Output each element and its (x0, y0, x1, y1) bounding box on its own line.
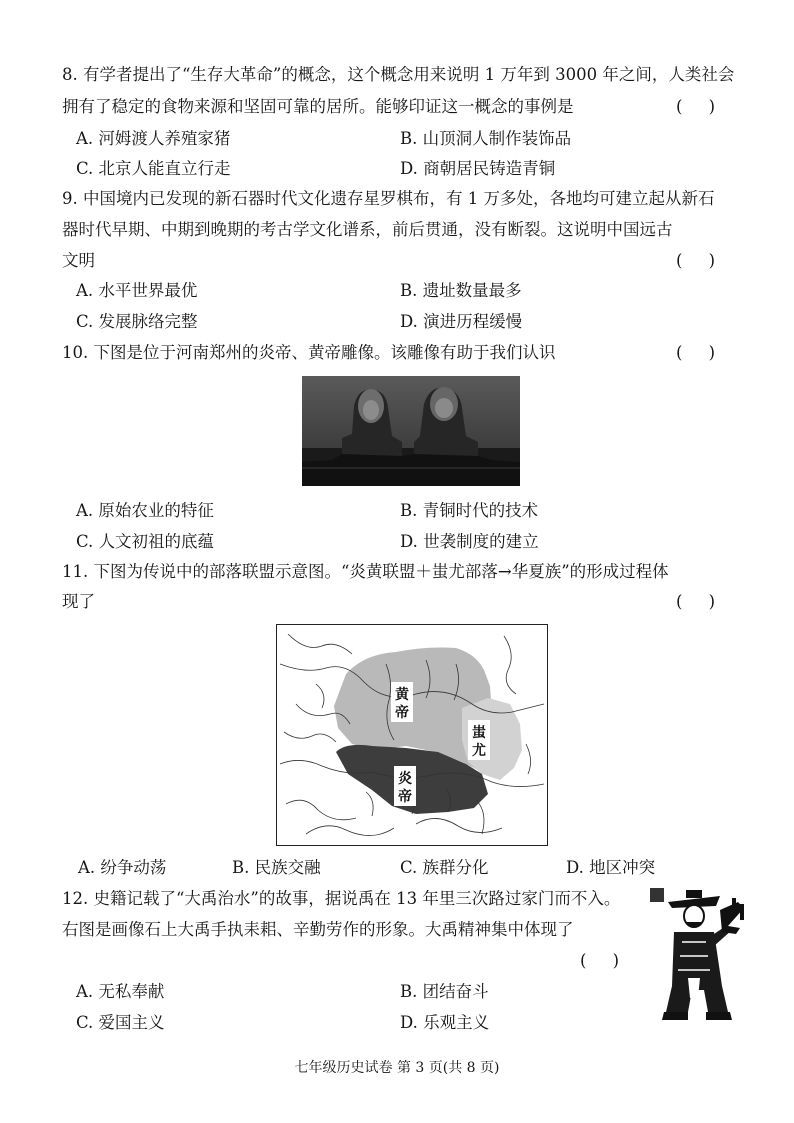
tribal-alliance-map (276, 624, 548, 846)
label-chiyou: 蚩尤 (472, 725, 486, 759)
label-huangdi: 黄帝 (395, 687, 409, 721)
q12-option-a: A. 无私奉献 (76, 982, 165, 1001)
q12-stem-line-1: 12. 史籍记载了“大禹治水”的故事，据说禹在 13 年里三次路过家门而不入。 (62, 889, 621, 908)
q12-answer-blank: ( ) (580, 951, 620, 970)
q10-stem-line-1: 10. 下图是位于河南郑州的炎帝、黄帝雕像。该雕像有助于我们认识 (62, 343, 556, 362)
q8-answer-blank: ( ) (676, 97, 716, 116)
q11-stem-line-1: 11. 下图为传说中的部落联盟示意图。“炎黄联盟＋蚩尤部落→华夏族”的形成过程体 (62, 562, 669, 581)
q12-option-c: C. 爱国主义 (76, 1013, 165, 1032)
statue-photo (302, 376, 520, 486)
q8-option-d: D. 商朝居民铸造青铜 (400, 159, 556, 178)
q9-stem-line-3: 文明 (62, 251, 95, 270)
q12-option-b: B. 团结奋斗 (400, 982, 489, 1001)
q9-stem-line-1: 9. 中国境内已发现的新石器时代文化遗存星罗棋布，有 1 万多处，各地均可建立起从新石 (62, 189, 715, 208)
q10-option-c: C. 人文初祖的底蕴 (76, 532, 215, 551)
q9-stem-line-2: 器时代早期、中期到晚期的考古学文化谱系，前后贯通，没有断裂。这说明中国远古 (62, 220, 673, 239)
q8-option-b: B. 山顶洞人制作装饰品 (400, 129, 572, 148)
page-footer: 七年级历史试卷 第 3 页(共 8 页) (294, 1060, 500, 1076)
q11-stem-line-2: 现了 (62, 592, 95, 611)
q9-answer-blank: ( ) (676, 251, 716, 270)
q10-option-b: B. 青铜时代的技术 (400, 501, 539, 520)
q12-stem-line-2: 右图是画像石上大禹手执耒耜、辛勤劳作的形象。大禹精神集中体现了 (62, 920, 574, 939)
q11-option-c: C. 族群分化 (400, 858, 489, 877)
q8-stem-line-1: 8. 有学者提出了“生存大革命”的概念，这个概念用来说明 1 万年到 3000 年之间，人类社会 (62, 65, 735, 84)
q11-option-b: B. 民族交融 (232, 858, 321, 877)
q9-option-a: A. 水平世界最优 (76, 281, 198, 300)
q11-option-d: D. 地区冲突 (566, 858, 656, 877)
q12-option-d: D. 乐观主义 (400, 1013, 490, 1032)
q11-answer-blank: ( ) (676, 592, 716, 611)
da-yu-stone-figure (648, 886, 748, 1028)
q8-stem-line-2: 拥有了稳定的食物来源和坚固可靠的居所。能够印证这一概念的事例是 (62, 97, 574, 116)
q9-option-b: B. 遗址数量最多 (400, 281, 522, 300)
q8-option-c: C. 北京人能直立行走 (76, 159, 231, 178)
label-yandi: 炎帝 (398, 771, 412, 805)
q8-option-a: A. 河姆渡人养殖家猪 (76, 129, 231, 148)
q10-option-a: A. 原始农业的特征 (76, 501, 214, 520)
q10-option-d: D. 世袭制度的建立 (400, 532, 539, 551)
q11-option-a: A. 纷争动荡 (78, 858, 167, 877)
q10-answer-blank: ( ) (676, 343, 716, 362)
q9-option-d: D. 演进历程缓慢 (400, 312, 523, 331)
q9-option-c: C. 发展脉络完整 (76, 312, 198, 331)
